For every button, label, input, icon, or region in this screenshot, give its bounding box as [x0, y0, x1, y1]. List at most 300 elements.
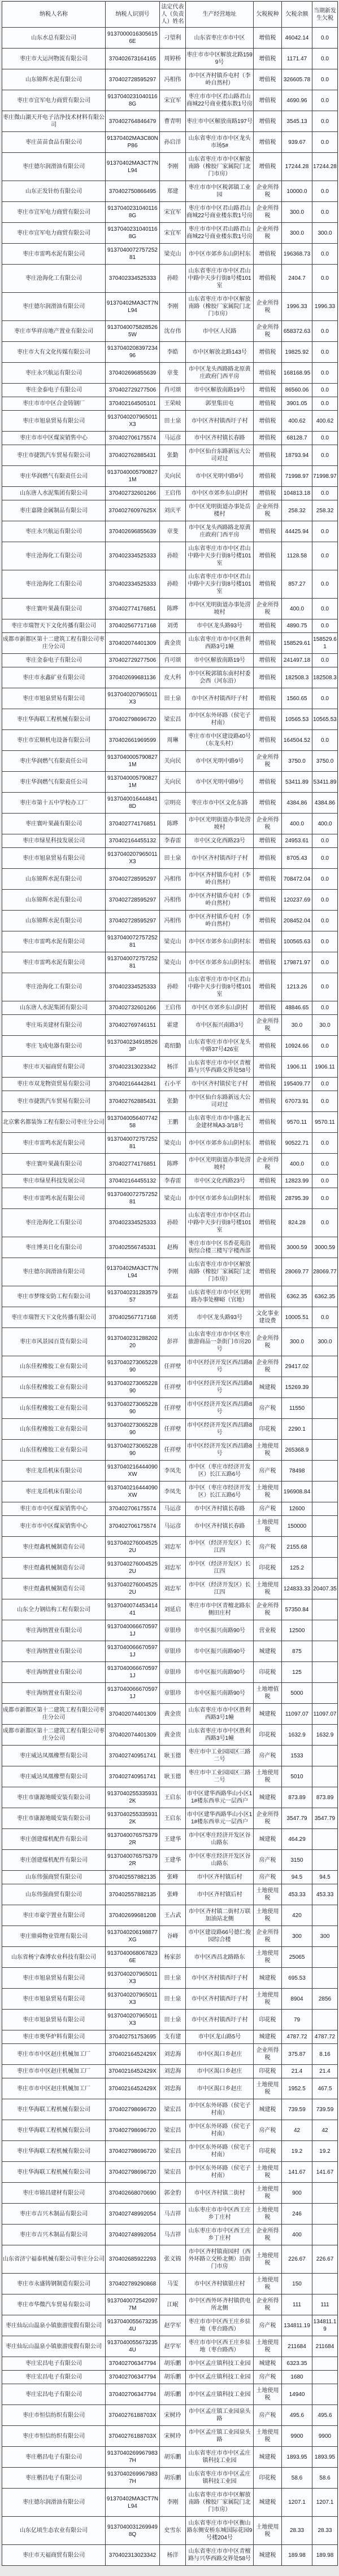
new-tax-this-period: 3000.59	[312, 1237, 338, 1258]
tax-balance: 400.0	[282, 1154, 312, 1175]
table-body	[2, 28, 338, 2566]
taxpayer-name: 枣庄市市中区煤炭销售中心	[2, 1502, 106, 1516]
table-row	[2, 432, 338, 445]
new-tax-this-period: 0.0	[312, 688, 338, 709]
new-tax-this-period: 0.0	[312, 487, 338, 500]
new-tax-this-period	[312, 1516, 338, 1537]
table-row	[2, 1787, 338, 1808]
taxpayer-name: 枣庄市华祥房地产置业有限公司	[2, 321, 106, 342]
taxpayer-name: 山东唐人水泥集团有限公司	[2, 487, 106, 500]
taxpayer-id: 91370400057908271M	[106, 772, 160, 793]
taxpayer-name: 枣庄市康源地暖安装有限公司	[2, 1808, 106, 1829]
taxpayer-id: 913704023128820220	[106, 1328, 160, 1356]
tax-type: 房产税	[254, 1398, 282, 1419]
legal-rep-name: 孙睦	[160, 265, 186, 293]
table-row	[2, 500, 338, 521]
table-row	[2, 244, 338, 265]
legal-rep-name: 马吉祥	[160, 2225, 186, 2245]
table-row	[2, 69, 338, 90]
tax-balance: 2404.7	[282, 265, 312, 293]
new-tax-this-period	[312, 1662, 338, 1683]
new-tax-this-period: 0.0	[312, 619, 338, 633]
tax-type: 增值税	[254, 466, 282, 487]
new-tax-this-period: 9570.11	[312, 1112, 338, 1133]
tax-balance: 124833.33	[282, 1579, 312, 1599]
new-tax-this-period: 0.0	[312, 202, 338, 223]
taxpayer-id: 370402567717168	[106, 1307, 160, 1328]
table-row	[2, 28, 338, 49]
taxpayer-name: 枣庄仙坛山温泉小镇旅游度假有限公司	[2, 2315, 106, 2336]
legal-rep-name: 张磊	[160, 1286, 186, 1307]
table-row	[2, 2183, 338, 2204]
table-row	[2, 654, 338, 667]
business-address: 市中区齐村镇后村	[186, 1871, 254, 1884]
tax-balance: 67073.91	[282, 1091, 312, 1112]
legal-rep-name: 梁克山	[160, 931, 186, 952]
taxpayer-id: 37040276097625X	[106, 500, 160, 521]
new-tax-this-period: 2856	[312, 1989, 338, 2010]
business-address: 市中区孟庄镇工业园泉头路	[186, 2426, 254, 2447]
business-address: 山东省枣庄市市中区青檀路与兴华西路交界处58号	[186, 1057, 254, 1078]
taxpayer-name: 枣庄市宜军电力商贸有限公司	[2, 90, 106, 111]
tax-type: 印花税	[254, 1419, 282, 1440]
tax-type: 增值税	[254, 911, 282, 931]
tax-balance: 28.33	[282, 2517, 312, 2545]
taxpayer-name: 枣庄飞成电器有限公司	[2, 1036, 106, 1057]
business-address: 市中区市郊乡东山阴村	[186, 1001, 254, 1015]
table-row	[2, 293, 338, 321]
business-address: 山东省枣庄市市中区青檀路与兴华西路交界处58号	[186, 2545, 254, 2566]
tax-balance: 5000	[282, 1683, 312, 1704]
table-row	[2, 2141, 338, 2162]
new-tax-this-period	[312, 1766, 338, 1787]
new-tax-this-period: 10565.53	[312, 709, 338, 730]
table-row	[2, 342, 338, 363]
business-address: 市中区东外环路（侯宅子村南）	[186, 2141, 254, 2162]
taxpayer-name: 山东佳程橡胶工业有限公司	[2, 1377, 106, 1398]
taxpayer-name: 枣庄德尔润滑油有限公司	[2, 1258, 106, 1286]
tax-balance: 196368.73	[282, 244, 312, 265]
new-tax-this-period: 0.0	[312, 911, 338, 931]
tax-balance: 94.5	[282, 1871, 312, 1884]
new-tax-this-period: 0.0	[312, 342, 338, 363]
legal-rep-name: 江岷	[160, 2294, 186, 2315]
new-tax-this-period: 0.0	[312, 730, 338, 751]
legal-rep-name: 李刚	[160, 153, 186, 181]
tax-type: 企业所得税	[254, 181, 282, 202]
taxpayer-name: 枣庄微山湖天开电子洁净技术材料有限公司	[2, 111, 106, 132]
tax-type: 增值税	[254, 834, 282, 848]
taxpayer-name: 枣庄华海联工程机械有限公司	[2, 2099, 106, 2120]
taxpayer-name: 枣庄市捷凯汽车贸易有限公司	[2, 1091, 106, 1112]
tax-type: 增值税	[254, 709, 282, 730]
new-tax-this-period	[312, 2225, 338, 2245]
new-tax-this-period: 0.0	[312, 244, 338, 265]
table-row	[2, 2065, 338, 2078]
business-address: 市中区齐村镇乔屯村（李岭自然村）	[186, 869, 254, 890]
legal-rep-name: 彭祥	[160, 1328, 186, 1356]
taxpayer-name: 枣庄市绿星科技发展公司	[2, 834, 106, 848]
taxpayer-name: 枣庄苗苗食品有限公司	[2, 132, 106, 153]
business-address: 市中区西外环齐村镇供电所北侧	[186, 2294, 254, 2315]
tax-balance: 464.29	[282, 1829, 312, 1850]
legal-rep-name: 刘忠军	[160, 1537, 186, 1558]
new-tax-this-period: 58.6	[312, 2468, 338, 2489]
new-tax-this-period: 0.0	[312, 1154, 338, 1175]
business-address: 市中区齐村镇长春路	[186, 1502, 254, 1516]
tax-type: 企业所得税	[254, 599, 282, 619]
business-address: 枣庄市市中区建设路40号（东龙头村）	[186, 730, 254, 751]
table-row	[2, 1133, 338, 1154]
legal-rep-name: 孙睦	[160, 570, 186, 599]
tax-balance: 246	[282, 2204, 312, 2225]
taxpayer-name: 成都市新都区第十二建筑工程有限公司枣庄分公司	[2, 1704, 106, 1725]
taxpayer-name: 枣庄沧海化工有限公司	[2, 542, 106, 570]
table-row	[2, 1237, 338, 1258]
tax-type: 增值税	[254, 1237, 282, 1258]
business-address: 市中区孟庄镇工业园泉头路	[186, 2405, 254, 2426]
tax-type: 印花税	[254, 1558, 282, 1579]
table-row	[2, 1905, 338, 1926]
tax-balance: 5010	[282, 1766, 312, 1787]
taxpayer-name: 枣庄市宏顺机电设备有限公司	[2, 730, 106, 751]
new-tax-this-period: 21.4	[312, 2065, 338, 2078]
taxpayer-name: 枣庄市瑞智天下文化传播有限公司	[2, 619, 106, 633]
new-tax-this-period: 1906.11	[312, 1057, 338, 1078]
taxpayer-name: 枣庄德尔润滑油有限公司	[2, 153, 106, 181]
business-address: 市中区振兴南路90号	[186, 1662, 254, 1683]
taxpayer-id: 370402334525333	[106, 265, 160, 293]
table-row	[2, 542, 338, 570]
tax-type: 增值税	[254, 49, 282, 69]
business-address: 市中区建华西路华山小区11#楼东西单元一层西户	[186, 1808, 254, 1829]
new-tax-this-period	[312, 1482, 338, 1502]
table-row	[2, 570, 338, 599]
tax-balance: 196908.84	[282, 1482, 312, 1502]
taxpayer-id: 370402729277506	[106, 384, 160, 397]
business-address: 市中区光明中路9号	[186, 772, 254, 793]
legal-rep-name: 胡乐鹏	[160, 2371, 186, 2384]
tax-balance: 739.59	[282, 2099, 312, 2120]
tax-type: 增值税	[254, 1036, 282, 1057]
table-row	[2, 1377, 338, 1398]
tax-type: 印花税	[254, 2141, 282, 2162]
legal-rep-name: 曹青明	[160, 111, 186, 132]
table-row	[2, 1829, 338, 1850]
taxpayer-id: 91370402MA3CT7NL94	[106, 293, 160, 321]
new-tax-this-period: 0.0	[312, 1188, 338, 1209]
taxpayer-id: 91370400765753792R	[106, 1850, 160, 1871]
table-row	[2, 814, 338, 834]
legal-rep-name: 田士泉	[160, 411, 186, 432]
tax-balance: 1213.26	[282, 973, 312, 1001]
table-row	[2, 2357, 338, 2371]
tax-balance: 182508.3	[282, 667, 312, 688]
taxpayer-id: 91370402699679837H	[106, 2468, 160, 2489]
tax-balance: 10005.51	[282, 1307, 312, 1328]
business-address: 市中区东外环路（侯宅子村南）	[186, 709, 254, 730]
new-tax-this-period: 111	[312, 2294, 338, 2315]
table-row	[2, 1112, 338, 1133]
tax-type: 增值税	[254, 363, 282, 384]
new-tax-this-period	[312, 2357, 338, 2371]
tax-balance: 658372.63	[282, 321, 312, 342]
tax-type: 增值税	[254, 132, 282, 153]
table-row	[2, 1461, 338, 1482]
taxpayer-id: 370402685922293	[106, 2245, 160, 2274]
taxpayer-id: 370402074401309	[106, 1704, 160, 1725]
new-tax-this-period: 94.5	[312, 1871, 338, 1884]
tax-balance: 150	[282, 2274, 312, 2294]
new-tax-this-period	[312, 1356, 338, 1377]
taxpayer-name: 枣庄金泰电子有限公司	[2, 384, 106, 397]
taxpayer-name: 枣庄楷昌电子有限公司	[2, 2447, 106, 2468]
table-row	[2, 2517, 338, 2545]
business-address: 市中区孟庄镇科技工业园	[186, 2357, 254, 2371]
taxpayer-name: 枣庄龙岳机床有限公司	[2, 1482, 106, 1502]
business-address: 市中区齐村镇乔屯村（李岭自然村）	[186, 911, 254, 931]
taxpayer-id: 91370400680678236E	[106, 1947, 160, 1968]
taxpayer-id: 370402074401309	[106, 1725, 160, 1746]
business-address: 市中区孟庄镇科技工业园	[186, 2371, 254, 2384]
taxpayer-id: 370402728595297	[106, 869, 160, 890]
table-row	[2, 2405, 338, 2426]
table-row	[2, 153, 338, 181]
tax-balance: 375.87	[282, 2044, 312, 2065]
new-tax-this-period	[312, 1850, 338, 1871]
table-row	[2, 202, 338, 223]
tax-balance: 400	[282, 2225, 312, 2245]
taxpayer-id: 91370402MA3CT7NL94	[106, 2489, 160, 2517]
tax-type: 企业所得税	[254, 814, 282, 834]
tax-balance: 71998.97	[282, 466, 312, 487]
tax-balance: 1207.1	[282, 2489, 312, 2517]
legal-rep-name: 章银珍	[160, 1662, 186, 1683]
new-tax-this-period: 3547.79	[312, 1808, 338, 1829]
table-row	[2, 633, 338, 654]
taxpayer-id: 91370402349185263P	[106, 1036, 160, 1057]
table-row	[2, 49, 338, 69]
new-tax-this-period: 53411.89	[312, 772, 338, 793]
legal-rep-name: 田士泉	[160, 1989, 186, 2010]
table-row	[2, 1683, 338, 1704]
new-tax-this-period: 873.89	[312, 1787, 338, 1808]
new-tax-this-period: 17244.28	[312, 153, 338, 181]
taxpayer-name: 枣庄华润燃气有限责任公司	[2, 466, 106, 487]
tax-balance: 400.0	[282, 599, 312, 619]
legal-rep-name: 宋宜军	[160, 223, 186, 244]
tax-balance: 24953.61	[282, 834, 312, 848]
table-row	[2, 2426, 338, 2447]
tax-balance: 3545.13	[282, 111, 312, 132]
taxpayer-id: 370402164442841	[106, 1078, 160, 1091]
taxpayer-id: 913704027306522890	[106, 1377, 160, 1398]
tax-type: 城建税	[254, 1968, 282, 1989]
taxpayer-id: 370402789290868	[106, 2274, 160, 2294]
new-tax-this-period	[312, 2371, 338, 2384]
table-row	[2, 667, 338, 688]
business-address: 市中区齐村镇乔屯村（李岭自然村）	[186, 69, 254, 90]
new-tax-this-period: 19.2	[312, 2141, 338, 2162]
new-tax-this-period: 1632.9	[312, 1725, 338, 1746]
taxpayer-id: 913704027306522890	[106, 1440, 160, 1461]
legal-rep-name: 黄金贵	[160, 1704, 186, 1725]
table-row	[2, 2162, 338, 2183]
tax-balance: 21.4	[282, 2065, 312, 2078]
tax-balance: 57350.84	[282, 1599, 312, 1620]
legal-rep-name: 刘忠军	[160, 1558, 186, 1579]
taxpayer-id: 370402762885431	[106, 445, 160, 466]
new-tax-this-period	[312, 1683, 338, 1704]
taxpayer-name: 山东锦辉水泥有限公司	[2, 890, 106, 911]
table-row	[2, 1001, 338, 1015]
legal-rep-name: 杨洋	[160, 1057, 186, 1078]
taxpayer-id: 91370400666705971J	[106, 1620, 160, 1641]
tax-type: 企业所得税	[254, 1328, 282, 1356]
business-address: 市中区光明街道办事处岳楼村	[186, 500, 254, 521]
tax-type: 增值税	[254, 28, 282, 49]
business-address: 山东省枣庄市市中区	[186, 28, 254, 49]
business-address: 市中区（经济开发区）长江四	[186, 1537, 254, 1558]
tax-type: 土地使用税	[254, 1947, 282, 1968]
table-row	[2, 111, 338, 132]
table-row	[2, 1307, 338, 1328]
tax-type: 增值税	[254, 90, 282, 111]
legal-rep-name: 冯相伟	[160, 911, 186, 931]
legal-rep-name: 刘勇	[160, 619, 186, 633]
table-row	[2, 2245, 338, 2274]
tax-type: 土地使用税	[254, 2274, 282, 2294]
taxpayer-name: 枣庄市宜军电力商贸有限公司	[2, 223, 106, 244]
taxpayer-name: 枣庄市雷鸣水泥有限公司	[2, 1133, 106, 1154]
business-address: 市中区光明中路9号	[186, 751, 254, 772]
table-row	[2, 1356, 338, 1377]
legal-rep-name: 郑建	[160, 181, 186, 202]
tax-balance: 78498	[282, 1461, 312, 1482]
business-address: 市中区龙头路93号	[186, 619, 254, 633]
taxpayer-name: 成都市新都区第十二建筑工程有限公司枣庄分公司	[2, 633, 106, 654]
business-address: 市中区齐村镇二街村	[186, 2183, 254, 2204]
legal-rep-name: 李凤先	[160, 1461, 186, 1482]
taxpayer-id: 9137040207965011X3	[106, 411, 160, 432]
tax-type: 土地使用税	[254, 1516, 282, 1537]
new-tax-this-period: 1207.1	[312, 2489, 338, 2517]
tax-balance: 4787.72	[282, 2030, 312, 2044]
table-header	[2, 2, 338, 28]
taxpayer-id: 370402334525333	[106, 570, 160, 599]
taxpayer-id: 91370400057908271M	[106, 466, 160, 487]
tax-balance: 3150	[282, 1850, 312, 1871]
new-tax-this-period	[312, 2183, 338, 2204]
table-row	[2, 1968, 338, 1989]
tax-balance: 326605.78	[282, 69, 312, 90]
legal-rep-name: 马雯	[160, 2274, 186, 2294]
taxpayer-id: 370402164455132	[106, 834, 160, 848]
taxpayer-name: 枣庄博美日化有限公司	[2, 1237, 106, 1258]
table-row	[2, 411, 338, 432]
taxpayer-name: 枣庄海纳置业有限公司	[2, 1683, 106, 1704]
business-address: 枣庄市中工业园园区三路二号	[186, 1746, 254, 1766]
tax-type: 企业所得税	[254, 2044, 282, 2065]
table-row	[2, 2274, 338, 2294]
table-row	[2, 265, 338, 293]
tax-balance: 3000.59	[282, 1237, 312, 1258]
business-address: 市中区（经济开发区）长江四	[186, 1558, 254, 1579]
taxpayer-id: 913704007275725281	[106, 931, 160, 952]
legal-rep-name: 田士泉	[160, 688, 186, 709]
taxpayer-id: 91370400666705971J	[106, 1641, 160, 1662]
legal-rep-name: 谷峰	[160, 1926, 186, 1947]
tax-balance: 19.2	[282, 2141, 312, 2162]
tax-balance: 30.0	[282, 1015, 312, 1036]
new-tax-this-period	[312, 2204, 338, 2225]
tax-type: 土地使用税	[254, 1482, 282, 1502]
taxpayer-name: 枣庄海纳置业有限公司	[2, 1620, 106, 1641]
new-tax-this-period: 189.98	[312, 2545, 338, 2566]
tax-balance: 111	[282, 2294, 312, 2315]
table-row	[2, 730, 338, 751]
legal-rep-name: 赵学军	[160, 2336, 186, 2357]
tax-balance: 100565.63	[282, 931, 312, 952]
tax-type: 城建税	[254, 1787, 282, 1808]
tax-balance: 158529.61	[282, 633, 312, 654]
taxpayer-name: 枣庄市雷鸣水泥有限公司	[2, 244, 106, 265]
legal-rep-name: 马运彦	[160, 1516, 186, 1537]
taxpayer-name: 枣庄煜鑫机械制造有公司	[2, 1558, 106, 1579]
table-row	[2, 1725, 338, 1746]
tax-balance: 10000.0	[282, 181, 312, 202]
legal-rep-name: 任祥壁	[160, 1398, 186, 1419]
taxpayer-name: 枣庄煜鑫机械制造有公司	[2, 1537, 106, 1558]
legal-rep-name: 郭金豹	[160, 2183, 186, 2204]
taxpayer-id: 91370402553359312K	[106, 1787, 160, 1808]
legal-rep-name: 刘忠军	[160, 1579, 186, 1599]
tax-type: 印花税	[254, 1662, 282, 1683]
table-row	[2, 619, 338, 633]
taxpayer-name: 枣庄华海联工程机械有限公司	[2, 709, 106, 730]
taxpayer-id: 91370402MA3C80NP86	[106, 132, 160, 153]
tax-balance: 824.28	[282, 1209, 312, 1237]
taxpayer-name: 枣庄市雷鸣水泥有限公司	[2, 1188, 106, 1209]
taxpayer-id: 91370402553359312K	[106, 1808, 160, 1829]
taxpayer-id: 370402696855639	[106, 521, 160, 542]
taxpayer-name: 山东伟强商贸有限公司	[2, 1871, 106, 1884]
business-address: 市中区龙山路5号	[186, 2030, 254, 2044]
taxpayer-name: 枣庄海纳置业有限公司	[2, 1641, 106, 1662]
taxpayer-id: 37040216452429X	[106, 2065, 160, 2078]
legal-rep-name: 梁克山	[160, 952, 186, 973]
business-address: 市中区齐村镇南园村（西外环路立交桥北侧）沿街门市房	[186, 2245, 254, 2274]
business-address: 市中区枣庄经济开发区谷山路东	[186, 1829, 254, 1850]
taxpayer-name: 山东省济宁福泰机械有限公司枣庄分公司	[2, 2245, 106, 2274]
tax-balance: 695.53	[282, 1968, 312, 1989]
taxpayer-id: 370402728595297	[106, 69, 160, 90]
tax-type: 企业所得税	[254, 1808, 282, 1829]
new-tax-this-period: 0.0	[312, 570, 338, 599]
taxpayer-id: 370402740951741	[106, 1766, 160, 1787]
business-address: 市中区人民路	[186, 321, 254, 342]
taxpayer-name: 山东伟强商贸有限公司	[2, 1884, 106, 1905]
table-row	[2, 2099, 338, 2120]
taxpayer-name: 枣庄市雷鸣水泥有限公司	[2, 952, 106, 973]
new-tax-this-period: 11097.07	[312, 1704, 338, 1725]
new-tax-this-period: 71998.97	[312, 466, 338, 487]
taxpayer-name: 枣庄市豪宇置业有限公司	[2, 1905, 106, 1926]
tax-balance: 857.27	[282, 570, 312, 599]
table-row	[2, 688, 338, 709]
tax-type: 增值税	[254, 793, 282, 814]
legal-rep-name: 张勤	[160, 1091, 186, 1112]
